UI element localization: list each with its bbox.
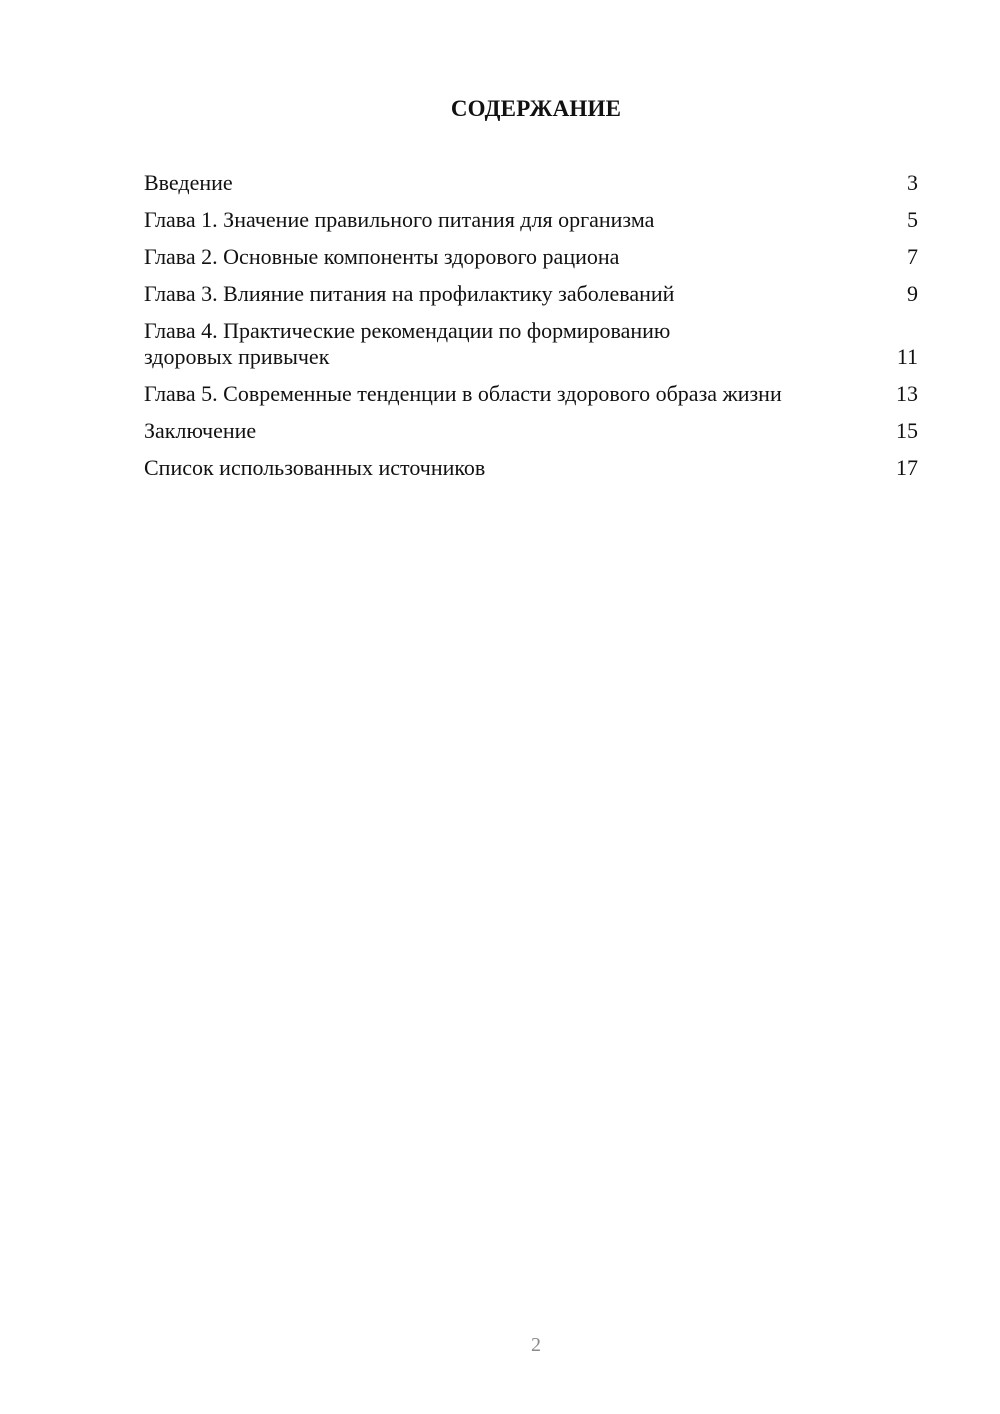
toc-entry-page: 9 xyxy=(907,281,918,306)
toc-entry-label: Список использованных источников xyxy=(144,455,486,480)
toc-entry-label: Глава 4. Практические рекомендации по формированию здоровых привычек xyxy=(144,318,671,369)
toc-entry xyxy=(144,170,918,196)
toc-title: СОДЕРЖАНИЕ xyxy=(450,96,622,121)
toc-entry-label: Глава 1. Значение правильного питания для организма xyxy=(144,207,655,232)
toc-entry-label: Глава 3. Влияние питания на профилактику заболеваний xyxy=(144,281,675,306)
toc-entry-label: Глава 2. Основные компоненты здорового рациона xyxy=(144,244,620,269)
toc-entry xyxy=(144,381,918,407)
toc-entry-page: 13 xyxy=(896,381,918,406)
toc-entry-page: 3 xyxy=(907,170,918,195)
toc-entry-page: 5 xyxy=(907,207,918,232)
toc-entry xyxy=(144,318,918,370)
toc-entry-page: 17 xyxy=(896,455,918,480)
page-number: 2 xyxy=(531,1334,541,1356)
toc-entry xyxy=(144,418,918,444)
toc-entry xyxy=(144,455,918,481)
toc-entry-label: Глава 5. Современные тенденции в области здорового образа жизни xyxy=(144,381,782,406)
toc-entry xyxy=(144,207,918,233)
toc-entry xyxy=(144,244,918,270)
toc-entry-page: 11 xyxy=(896,344,918,369)
toc-entry-label: Заключение xyxy=(144,418,257,443)
table-of-contents xyxy=(144,170,918,492)
toc-entry-label: Введение xyxy=(144,170,233,195)
toc-entry-page: 15 xyxy=(896,418,918,443)
toc-entry-page: 7 xyxy=(907,244,918,269)
toc-entry xyxy=(144,281,918,307)
